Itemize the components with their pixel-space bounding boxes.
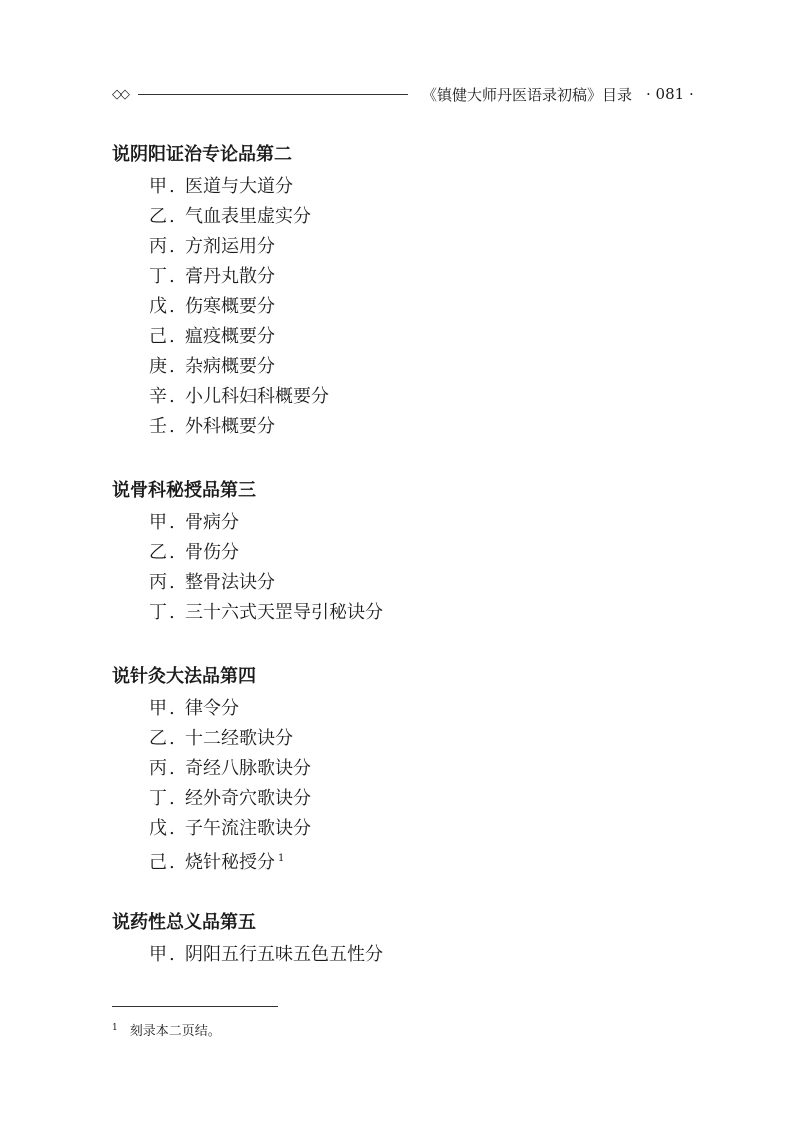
item-separator: . <box>169 206 175 227</box>
item-marker: 丁 <box>149 788 167 809</box>
item-text: 阴阳五行五味五色五性分 <box>185 944 383 965</box>
list-item <box>112 940 697 970</box>
list-item <box>112 412 697 442</box>
item-text: 三十六式天罡导引秘诀分 <box>185 602 383 623</box>
table-of-contents <box>112 140 697 1004</box>
item-text: 经外奇穴歌诀分 <box>185 788 311 809</box>
list-item <box>112 538 697 568</box>
item-text: 骨伤分 <box>185 542 239 563</box>
item-marker: 丁 <box>149 602 167 623</box>
item-separator: . <box>169 852 175 873</box>
item-text: 整骨法诀分 <box>185 572 275 593</box>
item-text: 气血表里虚实分 <box>185 206 311 227</box>
item-marker: 戊 <box>149 818 167 839</box>
item-text: 小儿科妇科概要分 <box>185 386 329 407</box>
list-item <box>112 322 697 352</box>
item-marker: 己 <box>149 326 167 347</box>
list-item <box>112 598 697 628</box>
item-separator: . <box>169 698 175 719</box>
footnote <box>112 1020 221 1039</box>
list-item <box>112 694 697 724</box>
footnote-rule <box>112 1006 278 1007</box>
list-item <box>112 754 697 784</box>
item-text: 杂病概要分 <box>185 356 275 377</box>
footnote-mark: 1 <box>112 1022 118 1033</box>
item-text: 奇经八脉歌诀分 <box>185 758 311 779</box>
section-title: 说针灸大法品第四 <box>112 666 256 687</box>
item-marker: 辛 <box>149 386 167 407</box>
item-separator: . <box>169 572 175 593</box>
header-rule <box>138 94 408 95</box>
list-item <box>112 202 697 232</box>
item-marker: 乙 <box>149 206 167 227</box>
item-marker: 丙 <box>149 758 167 779</box>
item-marker: 戊 <box>149 296 167 317</box>
item-separator: . <box>169 266 175 287</box>
item-text: 骨病分 <box>185 512 239 533</box>
item-marker: 甲 <box>149 698 167 719</box>
item-text: 十二经歌诀分 <box>185 728 293 749</box>
item-separator: . <box>169 542 175 563</box>
item-separator: . <box>169 788 175 809</box>
item-separator: . <box>169 818 175 839</box>
section-5 <box>112 908 697 970</box>
item-separator: . <box>169 296 175 317</box>
list-item <box>112 724 697 754</box>
list-item <box>112 232 697 262</box>
item-separator: . <box>169 326 175 347</box>
header-title: 《镇健大师丹医语录初稿》目录 <box>422 85 633 104</box>
section-title: 说阴阳证治专论品第二 <box>112 144 292 165</box>
list-item <box>112 262 697 292</box>
item-marker: 甲 <box>149 944 167 965</box>
ornament-icon: ◇◇ <box>112 86 128 102</box>
list-item <box>112 292 697 322</box>
running-header <box>112 84 697 104</box>
item-marker: 丁 <box>149 266 167 287</box>
item-separator: . <box>169 236 175 257</box>
item-separator: . <box>169 356 175 377</box>
list-item <box>112 172 697 202</box>
item-marker: 庚 <box>149 356 167 377</box>
item-text: 子午流注歌诀分 <box>185 818 311 839</box>
section-3 <box>112 476 697 628</box>
footnote-text: 刻录本二页结。 <box>129 1024 221 1039</box>
item-text: 烧针秘授分 <box>185 852 275 873</box>
item-text: 瘟疫概要分 <box>185 326 275 347</box>
item-text: 医道与大道分 <box>185 176 293 197</box>
list-item <box>112 784 697 814</box>
item-separator: . <box>169 386 175 407</box>
section-2 <box>112 140 697 442</box>
item-marker: 丙 <box>149 236 167 257</box>
list-item <box>112 352 697 382</box>
item-text: 律令分 <box>185 698 239 719</box>
item-separator: . <box>169 944 175 965</box>
item-separator: . <box>169 176 175 197</box>
item-marker: 甲 <box>149 512 167 533</box>
item-separator: . <box>169 758 175 779</box>
list-item <box>112 382 697 412</box>
list-item <box>112 814 697 844</box>
item-marker: 乙 <box>149 728 167 749</box>
footnote-reference[interactable]: 1 <box>278 853 285 864</box>
item-separator: . <box>169 602 175 623</box>
item-marker: 乙 <box>149 542 167 563</box>
item-text: 方剂运用分 <box>185 236 275 257</box>
list-item <box>112 568 697 598</box>
page-number: · 081 · <box>646 85 694 103</box>
list-item <box>112 844 697 874</box>
item-separator: . <box>169 416 175 437</box>
item-text: 外科概要分 <box>185 416 275 437</box>
section-4 <box>112 662 697 874</box>
item-marker: 壬 <box>149 416 167 437</box>
item-separator: . <box>169 512 175 533</box>
item-marker: 己 <box>149 852 167 873</box>
list-item <box>112 508 697 538</box>
section-title: 说药性总义品第五 <box>112 912 256 933</box>
item-text: 伤寒概要分 <box>185 296 275 317</box>
section-title: 说骨科秘授品第三 <box>112 480 256 501</box>
item-marker: 甲 <box>149 176 167 197</box>
item-text: 膏丹丸散分 <box>185 266 275 287</box>
item-marker: 丙 <box>149 572 167 593</box>
item-separator: . <box>169 728 175 749</box>
